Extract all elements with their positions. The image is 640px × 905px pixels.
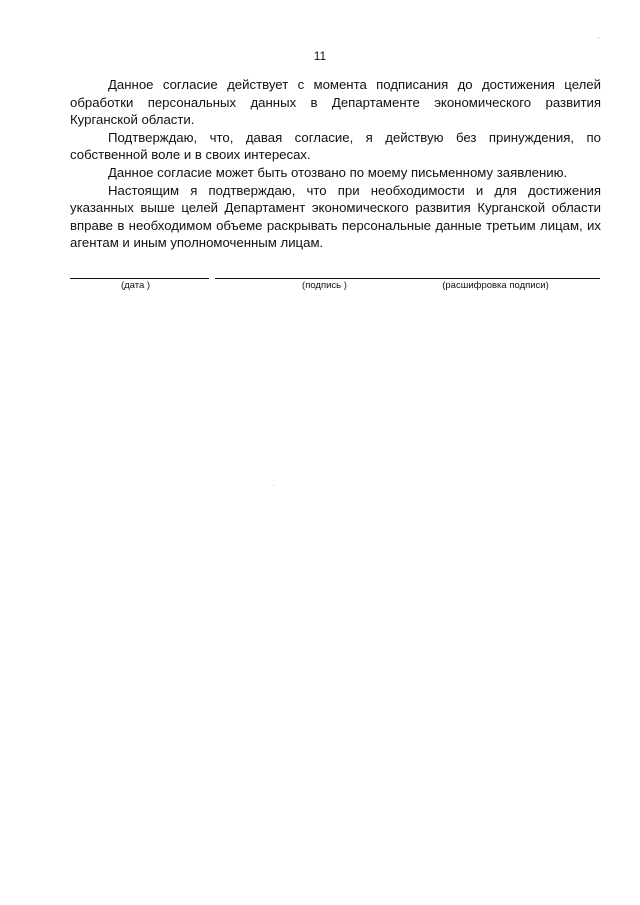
consent-text	[70, 76, 601, 252]
signature-decoding-field	[391, 278, 600, 292]
revocation-paragraph: Данное согласие может быть отозвано по моему письменному заявлению.	[108, 164, 568, 180]
consent-validity-paragraph: Данное согласие действует с момента подписания до достижения целей обработки персональных данных в Департаменте экономического развития Курганской области.	[70, 77, 601, 128]
disclosure-paragraph: Настоящим я подтверждаю, что при необходимости и для достижения указанных выше целей Департамент экономического развития Курганской области вправе в необходимом объеме раскрывать персональные данные третьим лицам, их агентам и иным уполномоченным лицам.	[70, 182, 601, 251]
page-number: 11	[313, 49, 327, 63]
date-line	[70, 278, 209, 279]
scan-speck	[598, 37, 599, 39]
scan-speck	[273, 485, 274, 486]
signature-decoding-caption: (расшифровка подписи)	[442, 280, 549, 291]
date-field	[70, 278, 209, 292]
signature-decoding-line	[391, 278, 600, 279]
signature-caption: (подпись )	[302, 280, 347, 291]
signature-block	[70, 278, 600, 298]
voluntary-consent-paragraph: Подтверждаю, что, давая согласие, я действую без принуждения, по собственной воле и в своих интересах.	[70, 129, 601, 163]
date-caption: (дата )	[120, 280, 151, 291]
